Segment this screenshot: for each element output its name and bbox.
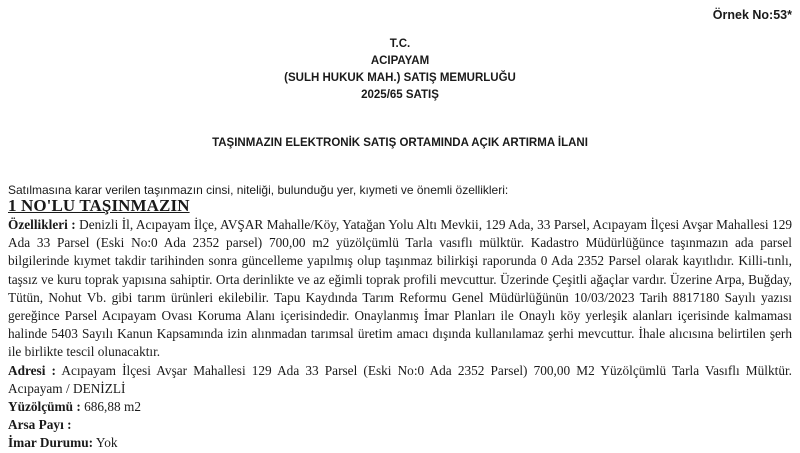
yuzolcumu-label: Yüzölçümü : [8,399,81,415]
adresi-value: Acıpayam İlçesi Avşar Mahallesi 129 Ada 33 Parsel (Eski No:0 Ada 2352 Parsel) 700,00 M2 Yüzölçümlü Tarla Vasıflı Mülktür. Acıpayam / DENİZLİ [8,362,792,396]
ozellikleri-label: Özellikleri : [8,217,76,232]
property-details [8,216,792,453]
field-arsa-payi [8,416,792,434]
intro-text: Satılmasına karar verilen taşınmazın cinsi, niteliği, bulunduğu yer, kıymeti ve önemli özellikleri: [8,183,509,197]
section-title: 1 NO'LU TAŞINMAZIN [8,196,190,215]
imar-label: İmar Durumu: [8,435,94,451]
header-district: ACIPAYAM [370,55,430,67]
header-case-number: 2025/65 SATIŞ [361,89,439,101]
document-header [0,36,800,104]
adresi-label: Adresi : [8,362,56,378]
header-office: (SULH HUKUK MAH.) SATIŞ MEMURLUĞU [284,72,516,84]
announcement-title: TAŞINMAZIN ELEKTRONİK SATIŞ ORTAMINDA AÇIK ARTIRMA İLANI [212,137,588,149]
header-tc: T.C. [389,38,411,50]
yuzolcumu-value: 686,88 m2 [80,399,141,415]
arsa-payi-label: Arsa Payı : [8,417,72,433]
field-yuzolcumu [8,398,792,416]
imar-value: Yok [93,435,118,451]
ornek-number: Örnek No:53* [712,8,792,22]
ozellikleri-value: Denizli İl, Acıpayam İlçe, AVŞAR Mahalle/Köy, Yatağan Yolu Altı Mevkii, 129 Ada, 33 Parsel, Acıpayam İlçesi Avşar Mahallesi 129 Ada 33 Parsel (Eski No:0 Ada 2352 parsel) 700,00 m2 yüzölçümlü Tarla vasıflı mülktür. Kadastro Müdürlüğünce taşınmazın ada parsel bilgilerinde kıymet takdir tarihinden sonra güncelleme yapılmış olup taşınmaz bilirkişi raporunda 0 Ada 2352 Parsel olarak kayıtlıdır. Killi-tınlı, taşsız ve kuru toprak yapısına sahiptir. Orta derinlikte ve az eğimli toprak profili mevcuttur. Üzerinde Çeşitli ağaçlar vardır. Üzerine Arpa, Buğday, Tütün, Nohut Vb. gibi tarım ürünleri ekilebilir. Tapu Kaydında Tarım Reformu Genel Müdürlüğünün 10/03/2023 Tarih 8817180 Sayılı yazısı gereğince Parsel Acıpayam Ovası Koruma Alanı içerisindedir. Onaylanmış İmar Planları ile Onaylı köy yerleşik alanları içerisinde kalmaması halinde 5403 Sayılı Kanun Kapsamında izin alınmadan tarımsal üretim amacı dışında kullanılamaz şerhi mevcuttur. İhale alıcısına belirtilen şerh ile birlikte tescil olunacaktır. [8,217,793,360]
field-ozellikleri [8,216,792,362]
field-adresi [8,362,792,398]
